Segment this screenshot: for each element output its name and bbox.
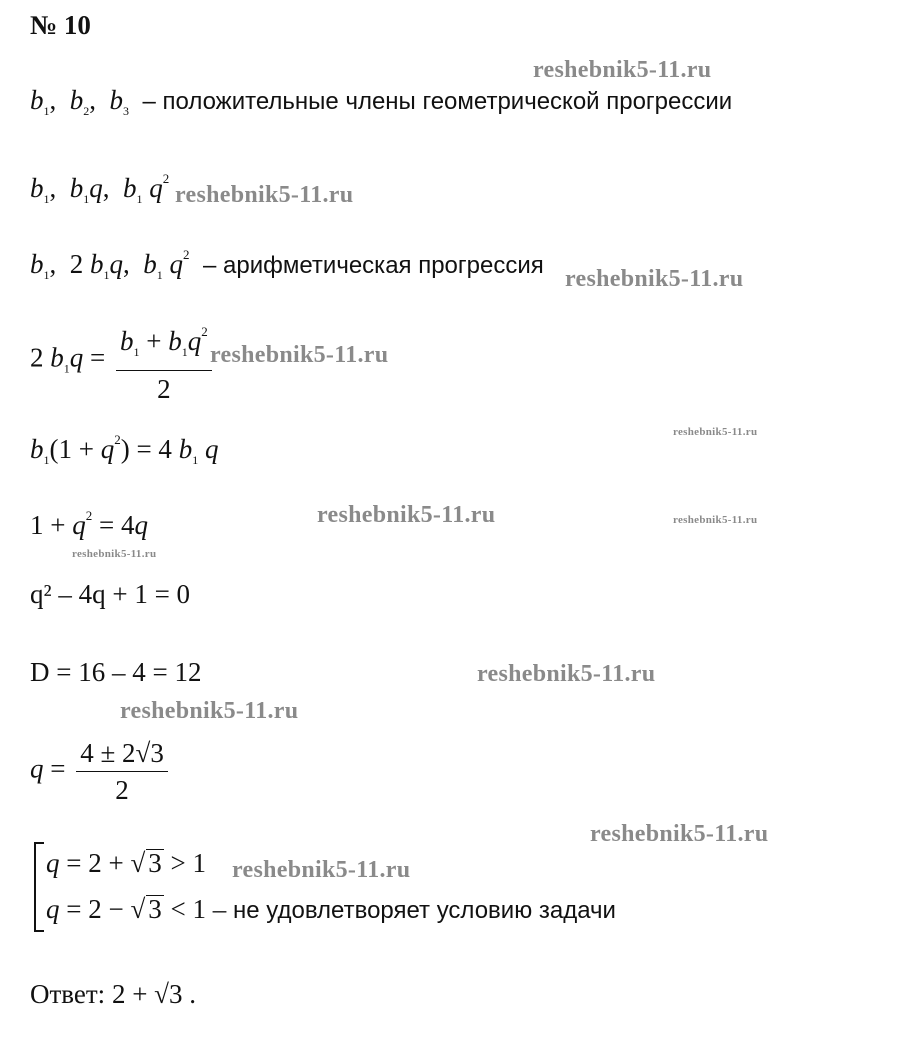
answer-label: Ответ:: [30, 979, 106, 1009]
quadratic-equation: q² – 4q + 1 = 0: [30, 579, 191, 609]
fraction: $\frac{b_1 + b_1q^2}{2}$: [116, 316, 212, 405]
watermark: reshebnik5-11.ru: [673, 426, 758, 438]
watermark: reshebnik5-11.ru: [232, 857, 411, 883]
watermark: reshebnik5-11.ru: [590, 821, 769, 847]
roots-numerator: 4 ± 2√3: [76, 737, 168, 772]
roots-denominator: 2: [115, 775, 129, 805]
watermark: reshebnik5-11.ru: [477, 661, 656, 687]
mean-equation: 2 $b_1q$ = $\frac{b_1 + b_1q^2}{2}$: [30, 316, 216, 405]
root-one: q = 2 + √ 3 > 1: [46, 848, 207, 878]
watermark: reshebnik5-11.ru: [565, 266, 744, 292]
watermark: reshebnik5-11.ru: [175, 182, 354, 208]
equation-simplified: $1 + q^2 = 4q$: [30, 508, 148, 540]
discriminant: D = 16 – 4 = 12: [30, 657, 202, 687]
watermark: reshebnik5-11.ru: [210, 342, 389, 368]
geometric-terms: $b_1$, $b_1q$, $b_1$ $q^2$: [30, 171, 170, 206]
root-two-note: не удовлетворяет условию задачи: [233, 897, 616, 924]
statement-line: $b_1$, $b_2$, $b_3$ – положительные члены геометрической прогрессии: [30, 85, 733, 118]
roots-formula: q = $\frac{4 \pm 2√3}{2}$: [30, 737, 172, 806]
answer-value: 2 + √3 .: [111, 979, 196, 1009]
watermark: reshebnik5-11.ru: [72, 548, 157, 560]
root-two: q = 2 − √ 3 < 1 – не удовлетворяет условию задачи: [46, 894, 616, 924]
arithmetic-terms: $b_1$, 2 $b_1q$, $b_1$ $q^2$ – арифметическая прогрессия: [30, 247, 544, 282]
watermark: reshebnik5-11.ru: [120, 698, 299, 724]
statement-text: – положительные члены геометрической прогрессии: [142, 88, 733, 115]
system-bracket: [34, 842, 44, 932]
watermark: reshebnik5-11.ru: [673, 514, 758, 526]
equation-factored: $b_1(1 + q^2) = 4$ $b_1$ q: [30, 432, 219, 467]
root-one-compare: > 1: [170, 848, 207, 878]
roots-fraction: [76, 737, 168, 806]
watermark: reshebnik5-11.ru: [533, 57, 712, 83]
watermark: reshebnik5-11.ru: [317, 502, 496, 528]
arithmetic-text: – арифметическая прогрессия: [203, 252, 544, 279]
root-two-compare: < 1 –: [170, 894, 227, 924]
answer: [30, 978, 196, 1010]
problem-number: № 10: [30, 10, 91, 40]
